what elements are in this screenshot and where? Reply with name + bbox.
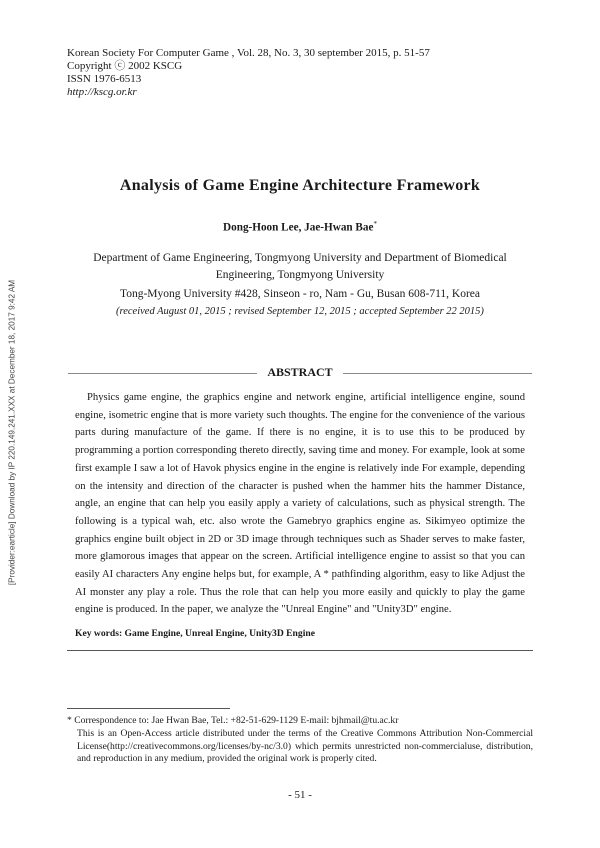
journal-citation: Korean Society For Computer Game , Vol. 28, No. 3, 30 september 2015, p. 51-57 xyxy=(67,47,430,59)
author-names: Dong-Hoon Lee, Jae-Hwan Bae xyxy=(223,221,374,234)
keywords-divider xyxy=(67,650,533,651)
abstract-heading: ABSTRACT xyxy=(267,365,333,379)
journal-url-link[interactable]: http://kscg.or.kr xyxy=(67,86,137,98)
issn-line: ISSN 1976-6513 xyxy=(67,73,142,85)
affiliation-line-2: Engineering, Tongmyong University xyxy=(215,269,385,281)
keywords: Key words: Game Engine, Unreal Engine, Unity3D Engine xyxy=(75,628,315,639)
paper-title: Analysis of Game Engine Architecture Framework xyxy=(119,177,481,194)
received-dates: (received August 01, 2015 ; revised September 12, 2015 ; accepted September 22 2015) xyxy=(116,306,484,317)
affiliation-line-1: Department of Game Engineering, Tongmyong University and Department of Biomedical xyxy=(93,252,507,264)
footnote-divider xyxy=(67,708,230,709)
correspondence-footnote: * Correspondence to: Jae Hwan Bae, Tel.: +82-51-629-1129 E-mail: bjhmail@tu.ac.kr xyxy=(67,715,399,726)
correspondence-mark: * xyxy=(373,220,377,228)
download-stamp: [Provider:earticle] Download by IP 220.149.241.XXX at December 18, 2017 9:42 AM xyxy=(7,279,17,586)
page-number: - 51 - xyxy=(288,789,312,801)
license-footnote: This is an Open-Access article distributed under the terms of the Creative Commons Attribution Non-Commercial License(http://creativecommons.org/licenses/by-nc/3.0) which permits unrestricted non-commercialuse, distribution, and reproduction in any medium, provided the original work is properly cited. xyxy=(77,728,533,765)
copyright-line: Copyright ⓒ 2002 KSCG xyxy=(67,60,183,72)
author-line xyxy=(0,220,600,234)
affiliation-address: Tong-Myong University #428, Sinseon - ro, Nam - Gu, Busan 608-711, Korea xyxy=(119,288,480,300)
abstract-body: Physics game engine, the graphics engine and network engine, artificial intelligence engine, sound engine, isometric engine that is more variety such thoughts. The engine for the convenience of the various parts during manufacture of the game. If there is no engine, it is to use this to be produced by programming a portion corresponding thereto directly, saving time and money. For example, look at some first example I saw a lot of Havok physics engine in the engine is relatively inde For example, depending on the intensity and direction of the character is pushed when the hammer hits the hammer Distance, angle, an engine that can help you easily apply a variety of calculations, such as physical strength. The following is a typical wah, etc. also wrote the Gamebryo graphics engine as. Sikimyeo optimize the graphics engine built object in 2D or 3D image through techniques such as Shader serves to make faster, more glamorous images that appear on the screen. Artificial intelligence engine to assist so that you can easily AI characters Any engine helps but, for example, A * pathfinding algorithm, easy to like Adjust the AI monster any play a role. Thus the role that can help you more easily and quickly to play the game engine is produced. In the paper, we analyze the "Unreal Engine" and "Unity3D" engine. xyxy=(75,392,525,616)
